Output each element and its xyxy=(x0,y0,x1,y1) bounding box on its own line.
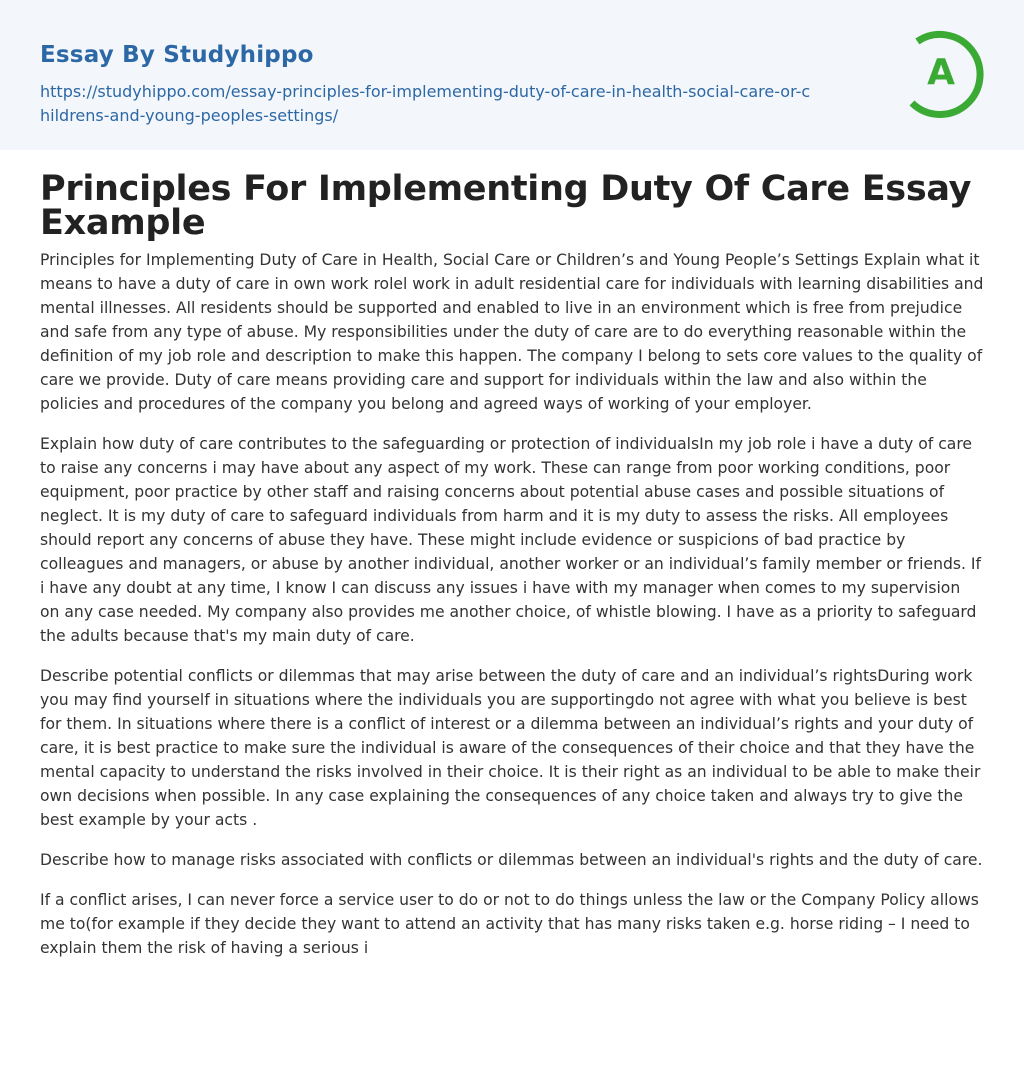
essay-paragraph: If a conflict arises, I can never force a service user to do or not to do things unless the law or the Company Policy allows me to(for example if they decide they want to attend an activity that has many risks taken e.g. horse riding – I need to explain them the risk of having a serious i xyxy=(40,891,979,957)
site-brand[interactable]: Essay By Studyhippo xyxy=(40,42,314,68)
essay-paragraph: Principles for Implementing Duty of Care in Health, Social Care or Children’s and Young People’s Settings Explain what it means to have a duty of care in own work rolel work in adult residential care for individuals with learning disabilities and mental illnesses. All residents should be supported and enabled to live in an environment which is free from prejudice and safe from any type of abuse. My responsibilities under the duty of care are to do everything reasonable within the definition of my job role and description to make this happen. The company I belong to sets core values to the quality of care we provide. Duty of care means providing care and support for individuals within the law and also within the policies and procedures of the company you belong and agreed ways of working of your employer. xyxy=(40,251,984,413)
site-header xyxy=(0,0,1024,150)
article xyxy=(0,150,1024,960)
essay-paragraph: Explain how duty of care contributes to the safeguarding or protection of individualsIn my job role i have a duty of care to raise any concerns i may have about any aspect of my work. These can range from poor working conditions, poor equipment, poor practice by other staff and raising concerns about potential abuse cases and possible situations of neglect. It is my duty of care to safeguard individuals from harm and it is my duty to assess the risks. All employees should report any concerns of abuse they have. These might include evidence or suspicions of bad practice by colleagues and managers, or abuse by another individual, another worker or an individual’s family member or friends. If i have any doubt at any time, I know I can discuss any issues i have with my manager when comes to my supervision on any case needed. My company also provides me another choice, of whistle blowing. I have as a priority to safeguard the adults because that's my main duty of care. xyxy=(40,435,982,645)
logo-letter: A xyxy=(927,52,955,93)
studyhippo-logo-icon[interactable] xyxy=(896,28,986,118)
essay-paragraph: Describe how to manage risks associated with conflicts or dilemmas between an individual's rights and the duty of care. xyxy=(40,851,983,869)
page-title: Principles For Implementing Duty Of Care Essay Example xyxy=(40,169,972,243)
essay-paragraph: Describe potential conflicts or dilemmas that may arise between the duty of care and an individual’s rightsDuring work you may find yourself in situations where the individuals you are supportingdo not agree with what you believe is best for them. In situations where there is a conflict of interest or a dilemma between an individual’s rights and your duty of care, it is best practice to make sure the individual is aware of the consequences of their choice and that they have the mental capacity to understand the risks involved in their choice. It is their right as an individual to be able to make their own decisions when possible. In any case explaining the consequences of any choice taken and always try to give the best example by your acts . xyxy=(40,667,981,829)
source-url-link[interactable]: https://studyhippo.com/essay-principles-for-implementing-duty-of-care-in-health-social-care-or-childrens-and-young-peoples-settings/ xyxy=(40,82,811,125)
